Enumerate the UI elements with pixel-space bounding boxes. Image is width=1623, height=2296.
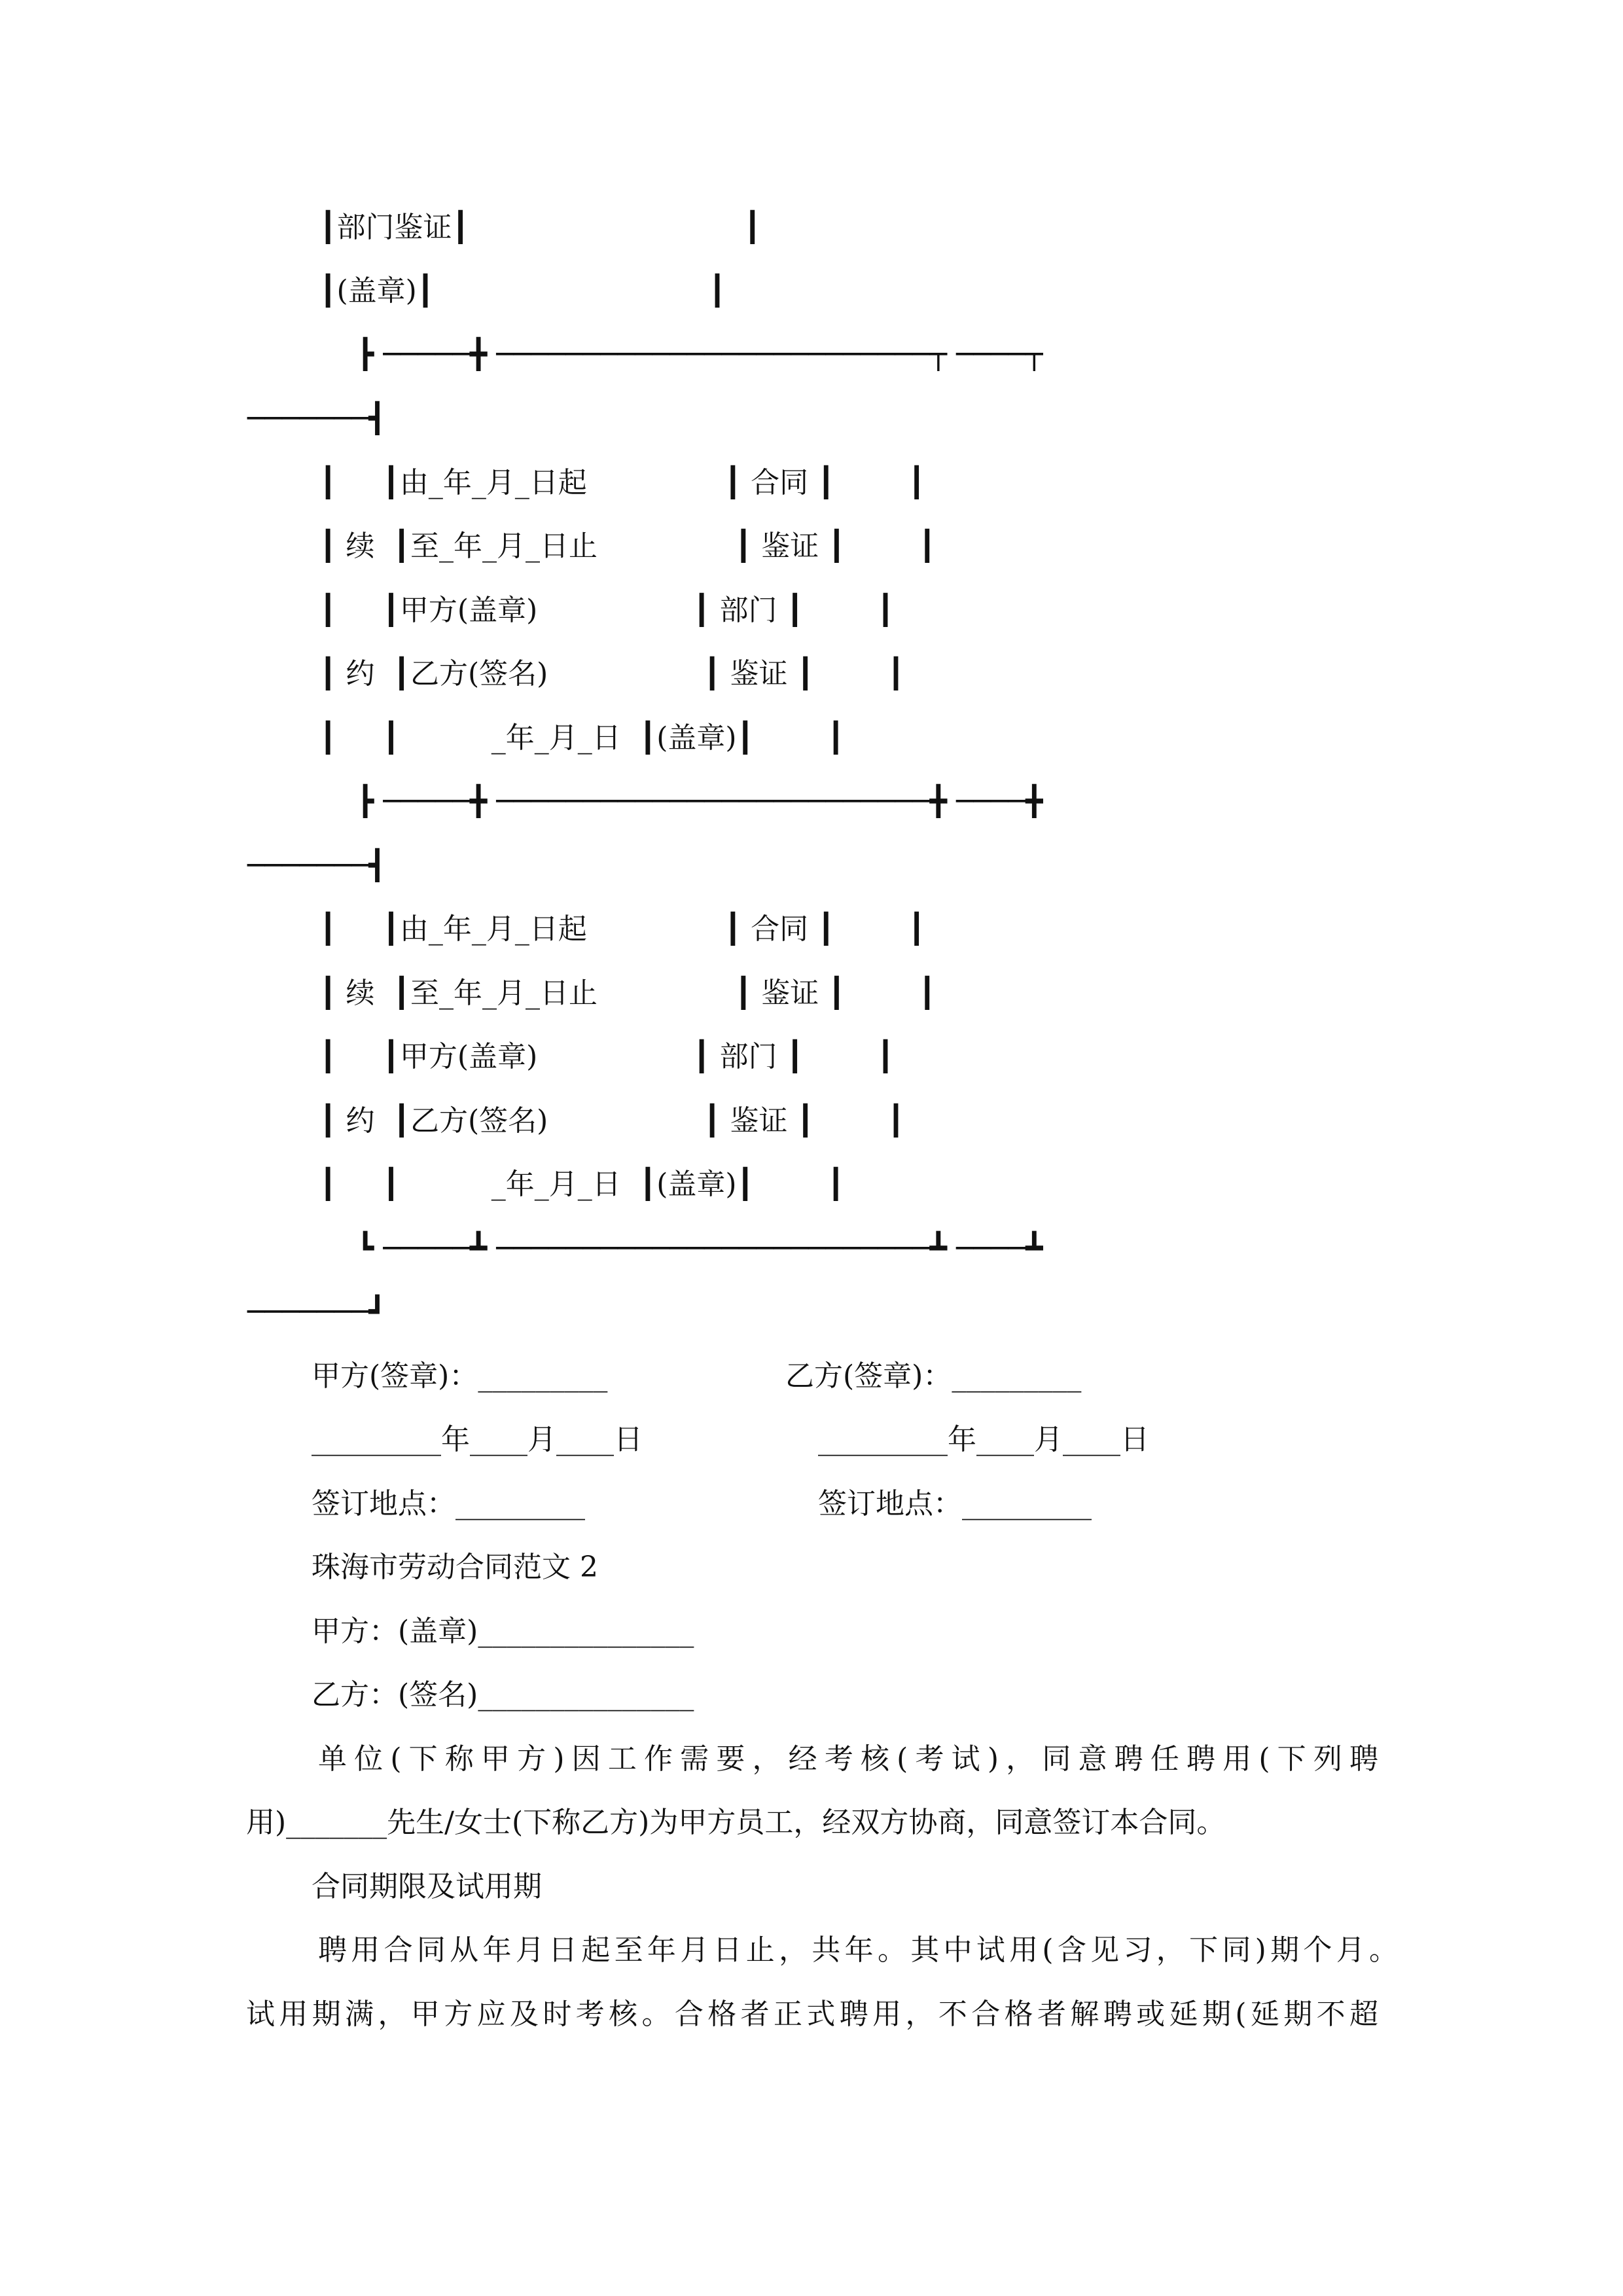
party-a-place: 签订地点：_________ (312, 1487, 585, 1520)
frame-row-seal: ┃(盖章)┃ ┃ (319, 274, 726, 308)
intro-paragraph-line2: 用)_______先生/女士(下称乙方)为甲方员工，经双方协商，同意签订本合同。 (246, 1806, 1226, 1839)
term-paragraph-line2: 试用期满，甲方应及时考核。合格者正式聘用，不合格者解聘或延期(延期不超 (246, 1998, 1378, 2031)
renewal-row-party-b: ┃ 约 ┃乙方(签名) ┃ 鉴证 ┃ ┃ (319, 657, 905, 691)
party-a-signature: 甲方(签章)：_________ (312, 1359, 608, 1393)
renewal-row-date: ┃ ┃ _年_月_日 ┃(盖章)┃ ┃ (319, 721, 845, 755)
frame-row-dept-verify: ┃部门鉴证┃ ┃ (319, 211, 762, 244)
table-bottom-border-tail: ───────┛ (247, 1295, 386, 1329)
renewal-row-party-b: ┃ 约 ┃乙方(签名) ┃ 鉴证 ┃ ┃ (319, 1104, 905, 1138)
table-divider: ┣ ─────╋ ─────────────────────────┬ ────┬ (357, 338, 1043, 371)
renewal-row-from: ┃ ┃由_年_月_日起 ┃ 合同 ┃ ┃ (319, 912, 926, 946)
section-heading: 合同期限及试用期 (312, 1870, 542, 1903)
intro-paragraph-line1: 单位(下称甲方)因工作需要，经考核(考试)，同意聘任聘用(下列聘 (318, 1742, 1378, 1776)
party-b-place: 签订地点：_________ (818, 1487, 1092, 1520)
table-divider: ┣ ─────╋ ─────────────────────────╋ ────╋ (357, 785, 1043, 818)
party-a-date: _________年____月____日 (312, 1423, 643, 1456)
renewal-row-date: ┃ ┃ _年_月_日 ┃(盖章)┃ ┃ (319, 1168, 845, 1201)
renewal-row-to: ┃ 续 ┃至_年_月_日止 ┃ 鉴证 ┃ ┃ (319, 529, 936, 563)
renewal-row-party-a: ┃ ┃甲方(盖章) ┃ 部门 ┃ ┃ (319, 594, 895, 627)
party-b-date: _________年____月____日 (818, 1423, 1149, 1456)
contract-party-a: 甲方：(盖章)_______________ (312, 1615, 694, 1648)
renewal-row-from: ┃ ┃由_年_月_日起 ┃ 合同 ┃ ┃ (319, 466, 926, 499)
table-bottom-border: ┗ ─────┻ ─────────────────────────┻ ────┻ (357, 1232, 1043, 1265)
contract-title: 珠海市劳动合同范文 2 (312, 1551, 598, 1584)
renewal-row-party-a: ┃ ┃甲方(盖章) ┃ 部门 ┃ ┃ (319, 1040, 895, 1073)
table-divider-tail: ───────┫ (247, 402, 386, 435)
contract-party-b: 乙方：(签名)_______________ (312, 1678, 694, 1712)
party-b-signature: 乙方(签章)：_________ (785, 1359, 1082, 1393)
term-paragraph-line1: 聘用合同从年月日起至年月日止，共年。其中试用(含见习，下同)期个月。 (318, 1933, 1398, 1967)
table-divider-tail: ───────┫ (247, 849, 386, 882)
renewal-row-to: ┃ 续 ┃至_年_月_日止 ┃ 鉴证 ┃ ┃ (319, 977, 936, 1010)
